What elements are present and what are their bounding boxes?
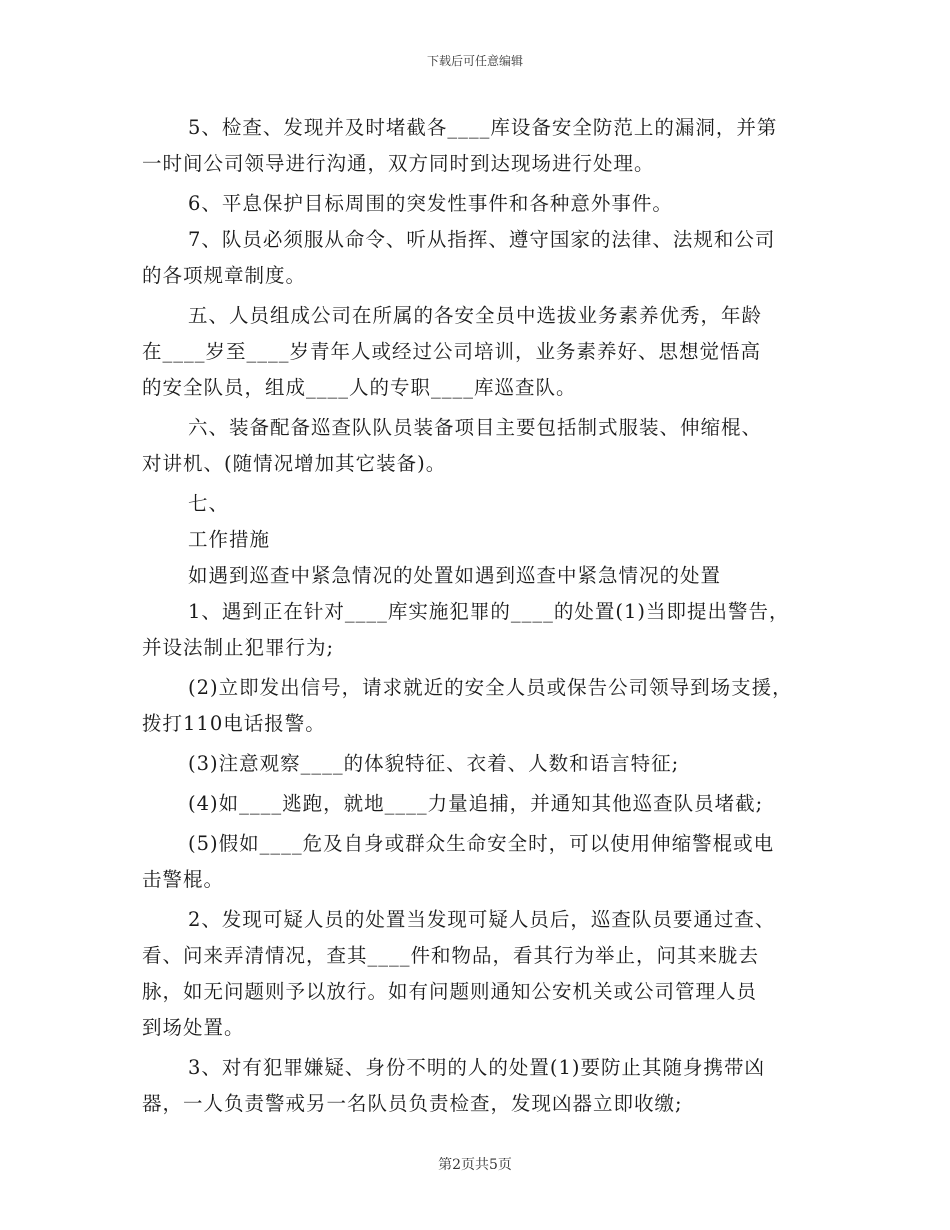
text-line: 脉，如无问题则予以放行。如有问题则通知公安机关或公司管理人员 [142,980,758,1003]
text-line: 并设法制止犯罪行为; [142,636,335,659]
text-line: 的安全队员，组成____人的专职____库巡查队。 [142,376,577,399]
text-line: 七、 [188,492,230,515]
text-line: 7、队员必须服从命令、听从指挥、遵守国家的法律、法规和公司 [188,228,776,251]
page-footer: 第2页共5页 [438,1157,512,1173]
text-line: 器，一人负责警戒另一名队员负责检查，发现凶器立即收缴; [142,1092,683,1115]
text-line: 如遇到巡查中紧急情况的处置如遇到巡查中紧急情况的处置 [188,564,722,587]
text-line: 拨打110电话报警。 [142,712,326,735]
text-line: 5、检查、发现并及时堵截各____库设备安全防范上的漏洞，并第 [188,116,778,139]
text-line: 3、对有犯罪嫌疑、身份不明的人的处置(1)要防止其随身携带凶 [188,1056,766,1079]
text-line: 6、平息保护目标周围的突发性事件和各种意外事件。 [188,192,673,215]
text-line: 的各项规章制度。 [142,264,307,287]
text-line: (3)注意观察____的体貌特征、衣着、人数和语言特征; [188,752,680,775]
text-line: 看、问来弄清情况，查其____件和物品，看其行为举止，问其来胧去 [142,944,760,967]
text-line: 对讲机、(随情况增加其它装备)。 [142,452,447,475]
text-line: 2、发现可疑人员的处置当发现可疑人员后，巡查队员要通过查、 [188,908,776,931]
text-line: 到场处置。 [142,1016,245,1039]
text-line: 一时间公司领导进行沟通，双方同时到达现场进行处理。 [142,152,655,175]
text-line: (5)假如____危及自身或群众生命安全时，可以使用伸缩警棍或电 [188,832,775,855]
text-line: (2)立即发出信号，请求就近的安全人员或保告公司领导到场支援， [188,676,793,699]
text-line: 在____岁至____岁青年人或经过公司培训，业务素养好、思想觉悟高 [142,340,762,363]
text-line: 六、装备配备巡查队队员装备项目主要包括制式服装、伸缩棍、 [188,416,763,439]
page-header: 下载后可任意编辑 [426,54,523,68]
text-line: (4)如____逃跑，就地____力量追捕，并通知其他巡查队员堵截; [188,792,764,815]
text-line: 击警棍。 [142,868,225,891]
text-line: 工作措施 [188,528,271,551]
text-line: 五、人员组成公司在所属的各安全员中选拔业务素养优秀，年龄 [188,304,763,327]
text-line: 1、遇到正在针对____库实施犯罪的____的处置(1)当即提出警告， [188,600,790,623]
